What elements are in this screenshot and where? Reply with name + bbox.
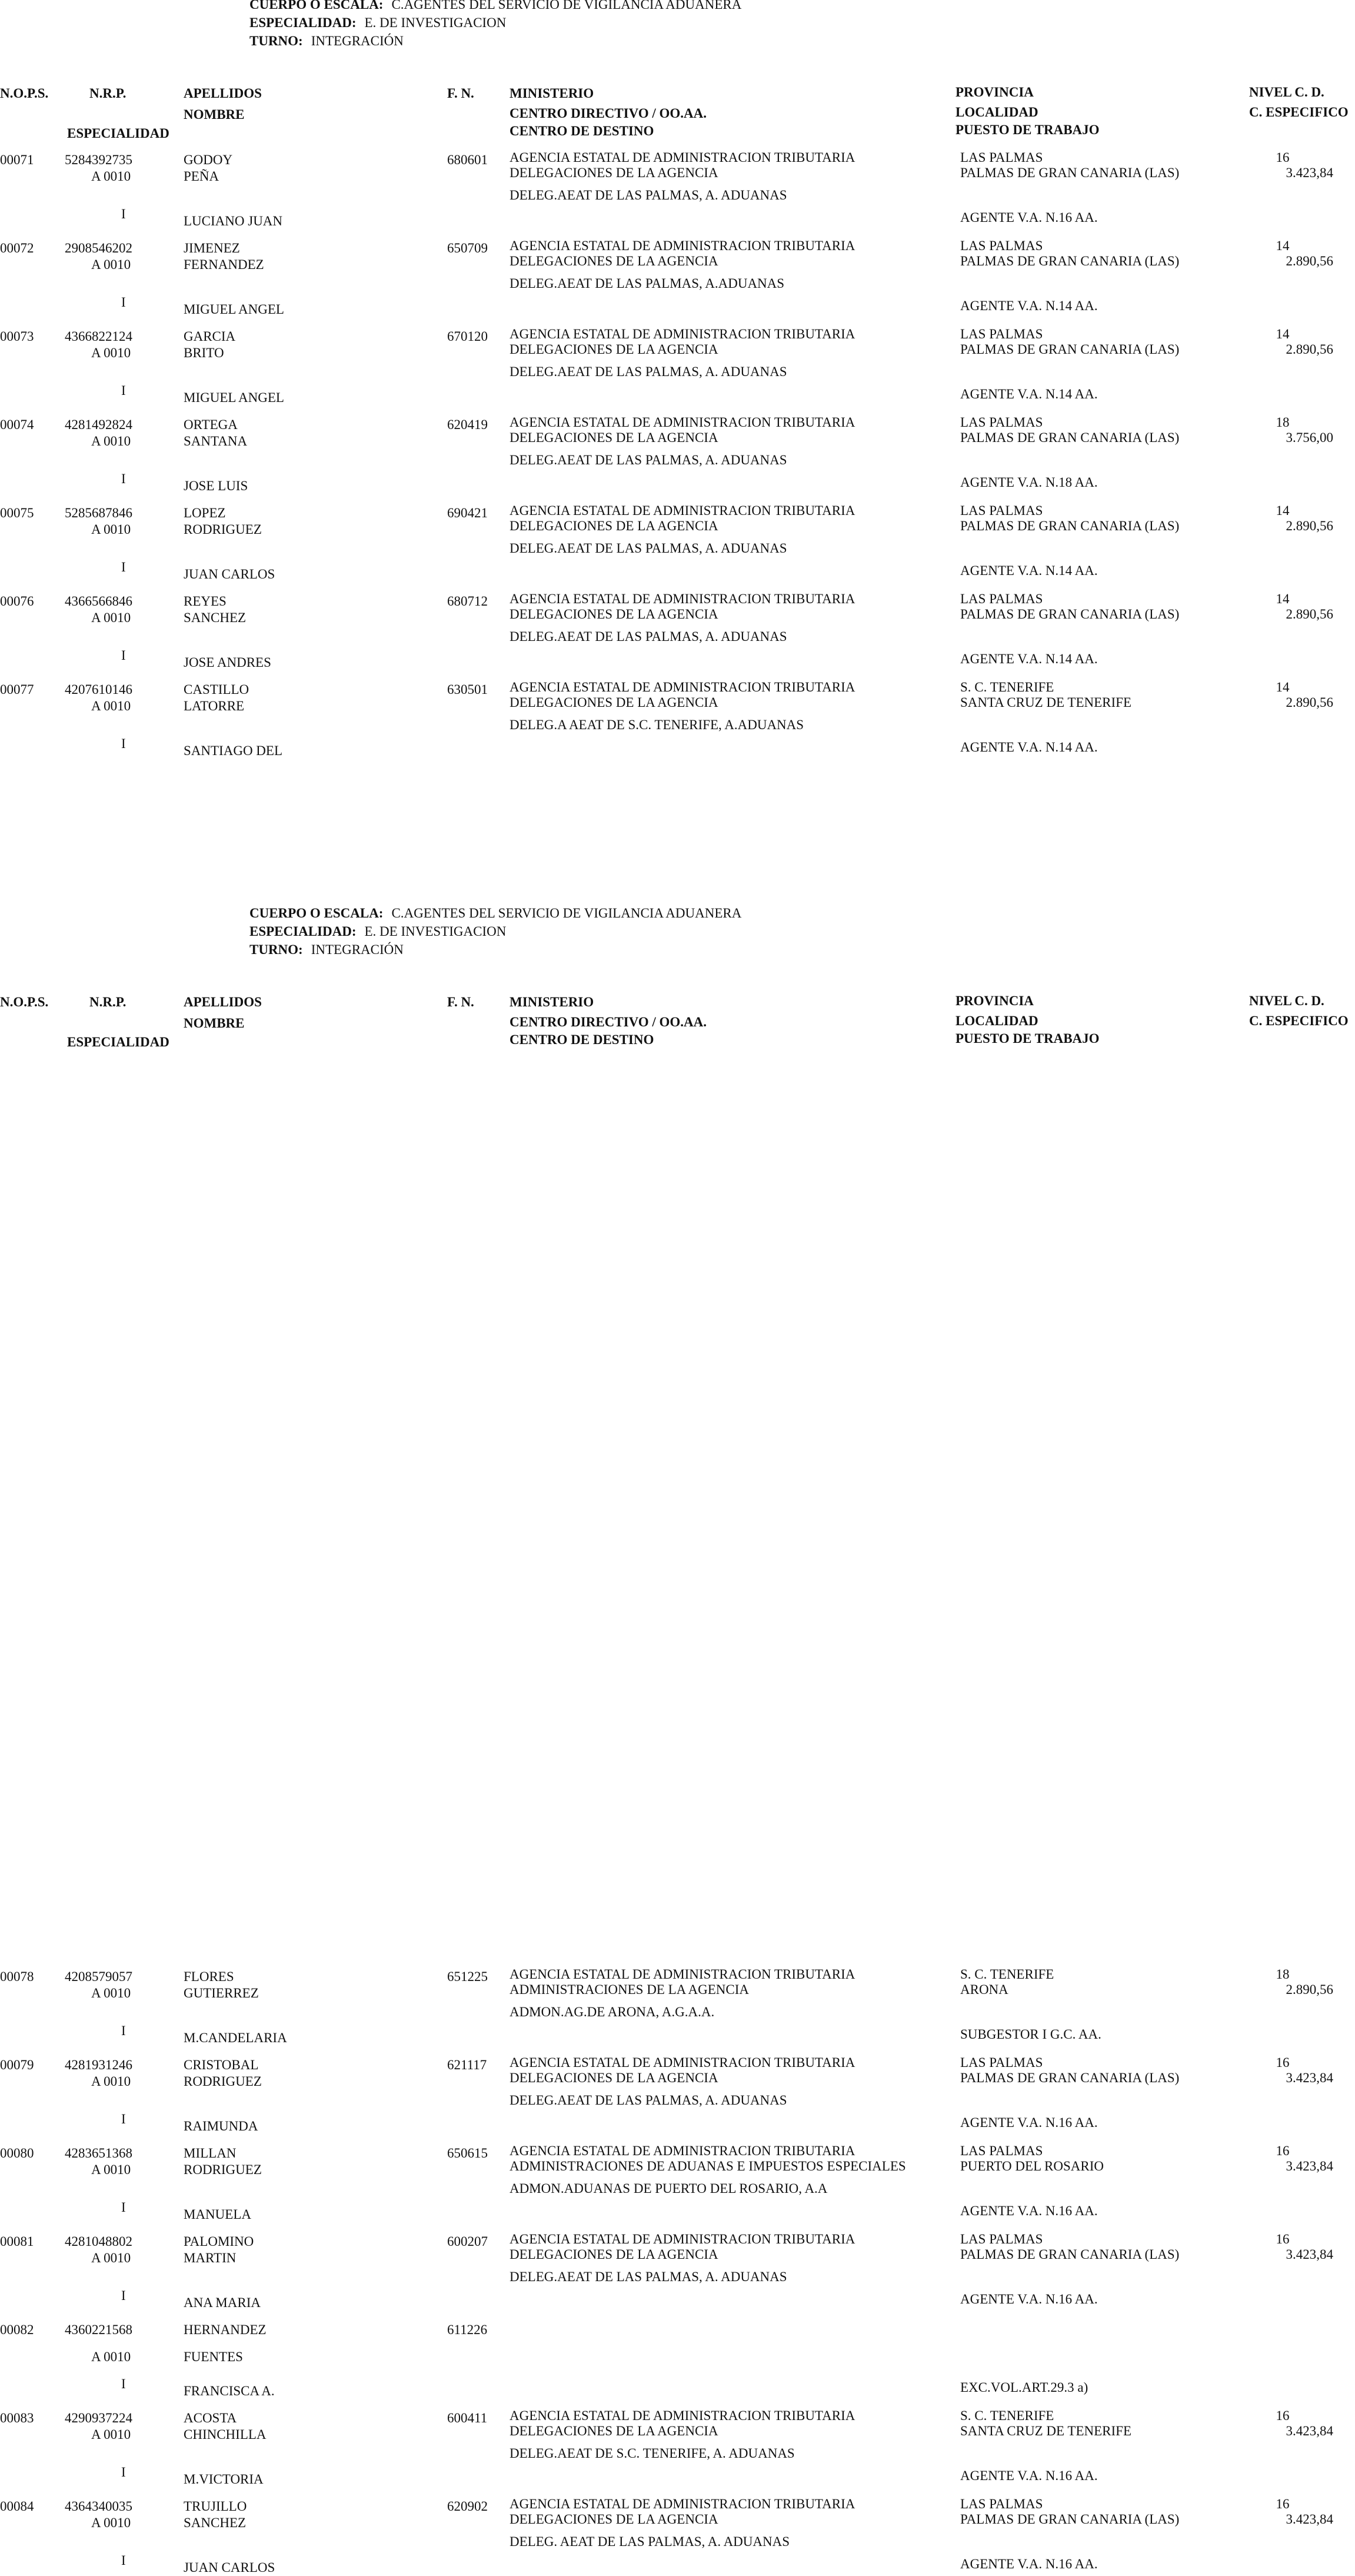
especifico-cell: 3.423,84 xyxy=(1286,165,1333,180)
puesto-cell: AGENTE V.A. N.16 AA. xyxy=(960,2557,1098,2571)
centro-destino-cell: DELEG.A AEAT DE S.C. TENERIFE, A.ADUANAS xyxy=(510,717,804,732)
nombre-cell: RAIMUNDA xyxy=(184,2119,258,2133)
page-section xyxy=(0,906,1355,2575)
puesto-cell: EXC.VOL.ART.29.3 a) xyxy=(960,2380,1088,2395)
fn-cell: 620902 xyxy=(447,2499,488,2514)
turno-line-label: TURNO: xyxy=(249,942,303,957)
puesto-cell: AGENTE V.A. N.16 AA. xyxy=(960,2203,1098,2218)
nombre-cell: M.CANDELARIA xyxy=(184,2030,287,2045)
centro-directivo-cell: ADMINISTRACIONES DE ADUANAS E IMPUESTOS ESPECIALES xyxy=(510,2159,906,2173)
nombre-cell: MIGUEL ANGEL xyxy=(184,302,284,317)
ministerio-cell: AGENCIA ESTATAL DE ADMINISTRACION TRIBUTARIA xyxy=(510,2055,855,2070)
centro-destino-cell: DELEG.AEAT DE LAS PALMAS, A. ADUANAS xyxy=(510,188,787,202)
especifico-cell: 2.890,56 xyxy=(1286,1982,1333,1997)
especifico-cell: 3.423,84 xyxy=(1286,2512,1333,2527)
apellido1-cell: JIMENEZ xyxy=(184,241,240,255)
apellido2-cell: PEÑA xyxy=(184,169,219,184)
nombre-cell: JOSE LUIS xyxy=(184,478,248,493)
especialidad-line xyxy=(249,14,741,32)
puesto-cell: AGENTE V.A. N.14 AA. xyxy=(960,740,1098,754)
puesto-cell: AGENTE V.A. N.16 AA. xyxy=(960,2115,1098,2130)
centro-destino-cell: ADMON.AG.DE ARONA, A.G.A.A. xyxy=(510,2005,715,2019)
centro-directivo-cell: DELEGACIONES DE LA AGENCIA xyxy=(510,165,718,180)
col-nivel: NIVEL C. D. xyxy=(1249,85,1324,99)
turno-line-value: INTEGRACIÓN xyxy=(311,942,404,957)
centro-destino-cell: DELEG. AEAT DE LAS PALMAS, A. ADUANAS xyxy=(510,2534,790,2549)
apellido1-cell: TRUJILLO xyxy=(184,2499,247,2514)
centro-destino-cell: DELEG.AEAT DE LAS PALMAS, A. ADUANAS xyxy=(510,541,787,556)
especialidad-code-cell: A 0010 xyxy=(91,699,131,713)
fn-cell: 630501 xyxy=(447,682,488,697)
apellido2-cell: SANTANA xyxy=(184,434,248,448)
turno-line-value: INTEGRACIÓN xyxy=(311,34,404,48)
ministerio-cell: AGENCIA ESTATAL DE ADMINISTRACION TRIBUTARIA xyxy=(510,150,855,165)
centro-destino-cell: DELEG.AEAT DE S.C. TENERIFE, A. ADUANAS xyxy=(510,2446,795,2461)
especialidad-letter-cell: I xyxy=(121,2023,126,2038)
provincia-cell: LAS PALMAS xyxy=(960,150,1043,165)
nops-cell: 00083 xyxy=(0,2411,34,2425)
nrp-cell: 4281048802 xyxy=(65,2234,132,2249)
puesto-cell: AGENTE V.A. N.18 AA. xyxy=(960,475,1098,490)
provincia-cell: LAS PALMAS xyxy=(960,2055,1043,2070)
col-nrp: N.R.P. xyxy=(89,86,126,101)
provincia-cell: LAS PALMAS xyxy=(960,2143,1043,2158)
ministerio-cell: AGENCIA ESTATAL DE ADMINISTRACION TRIBUTARIA xyxy=(510,680,855,694)
nivel-cell: 16 xyxy=(1276,2055,1290,2070)
centro-destino-cell: DELEG.AEAT DE LAS PALMAS, A. ADUANAS xyxy=(510,453,787,467)
fn-cell: 620419 xyxy=(447,417,488,432)
nops-cell: 00078 xyxy=(0,1969,34,1984)
fn-cell: 600411 xyxy=(447,2411,488,2425)
nops-cell: 00073 xyxy=(0,329,34,344)
provincia-cell: LAS PALMAS xyxy=(960,591,1043,606)
provincia-cell: S. C. TENERIFE xyxy=(960,1967,1054,1982)
cuerpo-line-label: CUERPO O ESCALA: xyxy=(249,906,384,920)
nrp-cell: 5285687846 xyxy=(65,506,132,520)
especialidad-code-cell: A 0010 xyxy=(91,2349,131,2364)
apellido1-cell: ACOSTA xyxy=(184,2411,237,2425)
centro-destino-cell: DELEG.AEAT DE LAS PALMAS, A. ADUANAS xyxy=(510,364,787,379)
especialidad-letter-cell: I xyxy=(121,2288,126,2303)
localidad-cell: SANTA CRUZ DE TENERIFE xyxy=(960,695,1131,710)
centro-directivo-cell: DELEGACIONES DE LA AGENCIA xyxy=(510,2070,718,2085)
col-nombre: NOMBRE xyxy=(184,107,245,122)
turno-line xyxy=(249,32,741,50)
localidad-cell: PALMAS DE GRAN CANARIA (LAS) xyxy=(960,342,1180,357)
nombre-cell: MANUELA xyxy=(184,2207,251,2222)
nivel-cell: 14 xyxy=(1276,238,1290,253)
nops-cell: 00075 xyxy=(0,506,34,520)
col-puesto: PUESTO DE TRABAJO xyxy=(956,1031,1100,1046)
localidad-cell: PALMAS DE GRAN CANARIA (LAS) xyxy=(960,518,1180,533)
puesto-cell: SUBGESTOR I G.C. AA. xyxy=(960,2027,1101,2042)
nops-cell: 00071 xyxy=(0,152,34,167)
especialidad-letter-cell: I xyxy=(121,2200,126,2215)
col-apellidos: APELLIDOS xyxy=(184,86,262,101)
especialidad-letter-cell: I xyxy=(121,648,126,663)
apellido1-cell: CRISTOBAL xyxy=(184,2058,259,2072)
ministerio-cell: AGENCIA ESTATAL DE ADMINISTRACION TRIBUTARIA xyxy=(510,1967,855,1982)
localidad-cell: PALMAS DE GRAN CANARIA (LAS) xyxy=(960,254,1180,268)
col-especifico: C. ESPECIFICO xyxy=(1249,105,1349,119)
provincia-cell: S. C. TENERIFE xyxy=(960,680,1054,694)
ministerio-cell: AGENCIA ESTATAL DE ADMINISTRACION TRIBUTARIA xyxy=(510,2232,855,2246)
fn-cell: 611226 xyxy=(447,2322,488,2337)
especifico-cell: 2.890,56 xyxy=(1286,607,1333,621)
col-especifico: C. ESPECIFICO xyxy=(1249,1013,1349,1028)
nivel-cell: 18 xyxy=(1276,1967,1290,1982)
apellido2-cell: FERNANDEZ xyxy=(184,257,264,272)
col-centro-destino: CENTRO DE DESTINO xyxy=(510,124,654,138)
apellido1-cell: FLORES xyxy=(184,1969,234,1984)
localidad-cell: PALMAS DE GRAN CANARIA (LAS) xyxy=(960,2070,1180,2085)
col-localidad: LOCALIDAD xyxy=(956,105,1038,119)
apellido1-cell: PALOMINO xyxy=(184,2234,254,2249)
ministerio-cell: AGENCIA ESTATAL DE ADMINISTRACION TRIBUTARIA xyxy=(510,2497,855,2511)
nops-cell: 00079 xyxy=(0,2058,34,2072)
puesto-cell: AGENTE V.A. N.14 AA. xyxy=(960,563,1098,578)
nrp-cell: 4366566846 xyxy=(65,594,132,609)
nrp-cell: 4281931246 xyxy=(65,2058,132,2072)
especialidad-code-cell: A 0010 xyxy=(91,345,131,360)
puesto-cell: AGENTE V.A. N.14 AA. xyxy=(960,387,1098,401)
especialidad-letter-cell: I xyxy=(121,2553,126,2568)
col-centro-directivo: CENTRO DIRECTIVO / OO.AA. xyxy=(510,1015,707,1029)
provincia-cell: LAS PALMAS xyxy=(960,503,1043,518)
nombre-cell: MIGUEL ANGEL xyxy=(184,390,284,405)
nops-cell: 00076 xyxy=(0,594,34,609)
nops-cell: 00084 xyxy=(0,2499,34,2514)
fn-cell: 670120 xyxy=(447,329,488,344)
apellido1-cell: GARCIA xyxy=(184,329,236,344)
cuerpo-line-label: CUERPO O ESCALA: xyxy=(249,0,384,12)
ministerio-cell: AGENCIA ESTATAL DE ADMINISTRACION TRIBUTARIA xyxy=(510,327,855,341)
nrp-cell: 4281492824 xyxy=(65,417,132,432)
localidad-cell: PALMAS DE GRAN CANARIA (LAS) xyxy=(960,607,1180,621)
centro-directivo-cell: DELEGACIONES DE LA AGENCIA xyxy=(510,695,718,710)
nops-cell: 00077 xyxy=(0,682,34,697)
apellido1-cell: MILLAN xyxy=(184,2146,237,2160)
apellido2-cell: SANCHEZ xyxy=(184,610,247,625)
fn-cell: 650615 xyxy=(447,2146,488,2160)
apellido1-cell: ORTEGA xyxy=(184,417,238,432)
apellido2-cell: RODRIGUEZ xyxy=(184,2074,262,2089)
especialidad-code-cell: A 0010 xyxy=(91,2515,131,2530)
especifico-cell: 2.890,56 xyxy=(1286,695,1333,710)
centro-directivo-cell: DELEGACIONES DE LA AGENCIA xyxy=(510,2512,718,2527)
centro-destino-cell: DELEG.AEAT DE LAS PALMAS, A. ADUANAS xyxy=(510,2269,787,2284)
nivel-cell: 16 xyxy=(1276,2408,1290,2423)
nops-cell: 00072 xyxy=(0,241,34,255)
nivel-cell: 14 xyxy=(1276,591,1290,606)
fn-cell: 680712 xyxy=(447,594,488,609)
provincia-cell: S. C. TENERIFE xyxy=(960,2408,1054,2423)
nrp-cell: 2908546202 xyxy=(65,241,132,255)
especialidad-code-cell: A 0010 xyxy=(91,257,131,272)
puesto-cell: AGENTE V.A. N.16 AA. xyxy=(960,2292,1098,2306)
fn-cell: 690421 xyxy=(447,506,488,520)
especialidad-code-cell: A 0010 xyxy=(91,434,131,448)
nivel-cell: 16 xyxy=(1276,150,1290,165)
nrp-cell: 4208579057 xyxy=(65,1969,132,1984)
fn-cell: 651225 xyxy=(447,1969,488,1984)
especialidad-code-cell: A 0010 xyxy=(91,169,131,184)
especialidad-letter-cell: I xyxy=(121,2112,126,2126)
localidad-cell: PALMAS DE GRAN CANARIA (LAS) xyxy=(960,165,1180,180)
nivel-cell: 14 xyxy=(1276,680,1290,694)
centro-directivo-cell: DELEGACIONES DE LA AGENCIA xyxy=(510,430,718,445)
nops-cell: 00081 xyxy=(0,2234,34,2249)
especialidad-line-label: ESPECIALIDAD: xyxy=(249,924,357,939)
localidad-cell: PUERTO DEL ROSARIO xyxy=(960,2159,1104,2173)
apellido1-cell: LOPEZ xyxy=(184,506,226,520)
col-fn: F. N. xyxy=(447,86,474,101)
especialidad-letter-cell: I xyxy=(121,295,126,310)
especifico-cell: 3.423,84 xyxy=(1286,2424,1333,2438)
provincia-cell: LAS PALMAS xyxy=(960,327,1043,341)
nivel-cell: 16 xyxy=(1276,2232,1290,2246)
centro-directivo-cell: DELEGACIONES DE LA AGENCIA xyxy=(510,2247,718,2262)
nivel-cell: 16 xyxy=(1276,2497,1290,2511)
cuerpo-line xyxy=(249,0,741,14)
localidad-cell: PALMAS DE GRAN CANARIA (LAS) xyxy=(960,2247,1180,2262)
especifico-cell: 3.423,84 xyxy=(1286,2247,1333,2262)
apellido2-cell: SANCHEZ xyxy=(184,2515,247,2530)
nrp-cell: 4364340035 xyxy=(65,2499,132,2514)
provincia-cell: LAS PALMAS xyxy=(960,238,1043,253)
apellido2-cell: RODRIGUEZ xyxy=(184,2162,262,2177)
puesto-cell: AGENTE V.A. N.16 AA. xyxy=(960,2468,1098,2483)
apellido2-cell: BRITO xyxy=(184,345,224,360)
nombre-cell: JOSE ANDRES xyxy=(184,655,271,670)
ministerio-cell: AGENCIA ESTATAL DE ADMINISTRACION TRIBUTARIA xyxy=(510,238,855,253)
col-centro-destino: CENTRO DE DESTINO xyxy=(510,1032,654,1047)
col-provincia: PROVINCIA xyxy=(956,993,1034,1008)
nombre-cell: SANTIAGO DEL xyxy=(184,743,283,758)
centro-destino-cell: ADMON.ADUANAS DE PUERTO DEL ROSARIO, A.A xyxy=(510,2181,828,2196)
ministerio-cell: AGENCIA ESTATAL DE ADMINISTRACION TRIBUTARIA xyxy=(510,591,855,606)
especialidad-letter-cell: I xyxy=(121,560,126,574)
turno-line-label: TURNO: xyxy=(249,34,303,48)
nivel-cell: 14 xyxy=(1276,503,1290,518)
especialidad-letter-cell: I xyxy=(121,2376,126,2391)
col-ministerio: MINISTERIO xyxy=(510,995,594,1009)
fn-cell: 650709 xyxy=(447,241,488,255)
fn-cell: 680601 xyxy=(447,152,488,167)
nivel-cell: 18 xyxy=(1276,415,1290,430)
especialidad-code-cell: A 0010 xyxy=(91,2427,131,2442)
col-nops: N.O.P.S. xyxy=(0,86,49,101)
centro-destino-cell: DELEG.AEAT DE LAS PALMAS, A. ADUANAS xyxy=(510,629,787,644)
nops-cell: 00074 xyxy=(0,417,34,432)
especialidad-line-label: ESPECIALIDAD: xyxy=(249,15,357,30)
apellido1-cell: GODOY xyxy=(184,152,233,167)
centro-directivo-cell: DELEGACIONES DE LA AGENCIA xyxy=(510,607,718,621)
puesto-cell: AGENTE V.A. N.14 AA. xyxy=(960,652,1098,666)
centro-directivo-cell: DELEGACIONES DE LA AGENCIA xyxy=(510,342,718,357)
especialidad-code-cell: A 0010 xyxy=(91,2074,131,2089)
col-centro-directivo: CENTRO DIRECTIVO / OO.AA. xyxy=(510,106,707,121)
localidad-cell: SANTA CRUZ DE TENERIFE xyxy=(960,2424,1131,2438)
apellido2-cell: CHINCHILLA xyxy=(184,2427,267,2442)
provincia-cell: LAS PALMAS xyxy=(960,2232,1043,2246)
especifico-cell: 2.890,56 xyxy=(1286,518,1333,533)
apellido2-cell: RODRIGUEZ xyxy=(184,522,262,537)
puesto-cell: AGENTE V.A. N.14 AA. xyxy=(960,298,1098,313)
page-section xyxy=(0,0,1355,906)
col-nombre: NOMBRE xyxy=(184,1016,245,1031)
apellido2-cell: MARTIN xyxy=(184,2251,237,2265)
col-especialidad: ESPECIALIDAD xyxy=(67,126,169,141)
turno-line xyxy=(249,940,741,959)
especialidad-letter-cell: I xyxy=(121,736,126,751)
especialidad-line xyxy=(249,922,741,940)
nombre-cell: JUAN CARLOS xyxy=(184,2560,275,2575)
centro-directivo-cell: DELEGACIONES DE LA AGENCIA xyxy=(510,2424,718,2438)
especialidad-code-cell: A 0010 xyxy=(91,1986,131,2000)
apellido2-cell: GUTIERREZ xyxy=(184,1986,259,2000)
ministerio-cell: AGENCIA ESTATAL DE ADMINISTRACION TRIBUTARIA xyxy=(510,503,855,518)
cuerpo-line xyxy=(249,904,741,922)
especifico-cell: 2.890,56 xyxy=(1286,254,1333,268)
col-nivel: NIVEL C. D. xyxy=(1249,993,1324,1008)
col-especialidad: ESPECIALIDAD xyxy=(67,1035,169,1049)
apellido1-cell: REYES xyxy=(184,594,227,609)
nivel-cell: 14 xyxy=(1276,327,1290,341)
cuerpo-line-value: C.AGENTES DEL SERVICIO DE VIGILANCIA ADUANERA xyxy=(391,906,742,920)
especialidad-code-cell: A 0010 xyxy=(91,2162,131,2177)
puesto-cell: AGENTE V.A. N.16 AA. xyxy=(960,210,1098,225)
nops-cell: 00082 xyxy=(0,2322,34,2337)
nrp-cell: 4366822124 xyxy=(65,329,132,344)
nrp-cell: 4360221568 xyxy=(65,2322,132,2337)
nrp-cell: 4290937224 xyxy=(65,2411,132,2425)
especifico-cell: 3.756,00 xyxy=(1286,430,1333,445)
nrp-cell: 4207610146 xyxy=(65,682,132,697)
col-nrp: N.R.P. xyxy=(89,995,126,1009)
especifico-cell: 3.423,84 xyxy=(1286,2070,1333,2085)
document-header xyxy=(249,0,741,50)
localidad-cell: PALMAS DE GRAN CANARIA (LAS) xyxy=(960,2512,1180,2527)
especialidad-line-value: E. DE INVESTIGACION xyxy=(364,15,507,30)
col-puesto: PUESTO DE TRABAJO xyxy=(956,122,1100,137)
centro-directivo-cell: DELEGACIONES DE LA AGENCIA xyxy=(510,518,718,533)
nivel-cell: 16 xyxy=(1276,2143,1290,2158)
nrp-cell: 5284392735 xyxy=(65,152,132,167)
nombre-cell: M.VICTORIA xyxy=(184,2472,264,2487)
localidad-cell: PALMAS DE GRAN CANARIA (LAS) xyxy=(960,430,1180,445)
especifico-cell: 3.423,84 xyxy=(1286,2159,1333,2173)
centro-directivo-cell: ADMINISTRACIONES DE LA AGENCIA xyxy=(510,1982,749,1997)
nombre-cell: FRANCISCA A. xyxy=(184,2384,275,2398)
col-apellidos: APELLIDOS xyxy=(184,995,262,1009)
nrp-cell: 4283651368 xyxy=(65,2146,132,2160)
especialidad-code-cell: A 0010 xyxy=(91,2251,131,2265)
nombre-cell: LUCIANO JUAN xyxy=(184,214,283,228)
cuerpo-line-value: C.AGENTES DEL SERVICIO DE VIGILANCIA ADUANERA xyxy=(391,0,742,12)
nops-cell: 00080 xyxy=(0,2146,34,2160)
especialidad-letter-cell: I xyxy=(121,2465,126,2479)
especialidad-code-cell: A 0010 xyxy=(91,522,131,537)
provincia-cell: LAS PALMAS xyxy=(960,2497,1043,2511)
provincia-cell: LAS PALMAS xyxy=(960,415,1043,430)
ministerio-cell: AGENCIA ESTATAL DE ADMINISTRACION TRIBUTARIA xyxy=(510,415,855,430)
nombre-cell: ANA MARIA xyxy=(184,2295,261,2310)
apellido1-cell: CASTILLO xyxy=(184,682,249,697)
centro-destino-cell: DELEG.AEAT DE LAS PALMAS, A.ADUANAS xyxy=(510,276,785,291)
col-fn: F. N. xyxy=(447,995,474,1009)
col-provincia: PROVINCIA xyxy=(956,85,1034,99)
nombre-cell: JUAN CARLOS xyxy=(184,567,275,581)
localidad-cell: ARONA xyxy=(960,1982,1008,1997)
centro-destino-cell: DELEG.AEAT DE LAS PALMAS, A. ADUANAS xyxy=(510,2093,787,2108)
col-ministerio: MINISTERIO xyxy=(510,86,594,101)
ministerio-cell: AGENCIA ESTATAL DE ADMINISTRACION TRIBUTARIA xyxy=(510,2143,855,2158)
apellido2-cell: FUENTES xyxy=(184,2349,243,2364)
fn-cell: 621117 xyxy=(447,2058,487,2072)
apellido1-cell: HERNANDEZ xyxy=(184,2322,267,2337)
document-header xyxy=(249,904,741,959)
especialidad-letter-cell: I xyxy=(121,471,126,486)
col-nops: N.O.P.S. xyxy=(0,995,49,1009)
especialidad-line-value: E. DE INVESTIGACION xyxy=(364,924,507,939)
especialidad-letter-cell: I xyxy=(121,207,126,221)
especialidad-code-cell: A 0010 xyxy=(91,610,131,625)
col-localidad: LOCALIDAD xyxy=(956,1013,1038,1028)
especifico-cell: 2.890,56 xyxy=(1286,342,1333,357)
fn-cell: 600207 xyxy=(447,2234,488,2249)
ministerio-cell: AGENCIA ESTATAL DE ADMINISTRACION TRIBUTARIA xyxy=(510,2408,855,2423)
apellido2-cell: LATORRE xyxy=(184,699,245,713)
especialidad-letter-cell: I xyxy=(121,383,126,398)
centro-directivo-cell: DELEGACIONES DE LA AGENCIA xyxy=(510,254,718,268)
